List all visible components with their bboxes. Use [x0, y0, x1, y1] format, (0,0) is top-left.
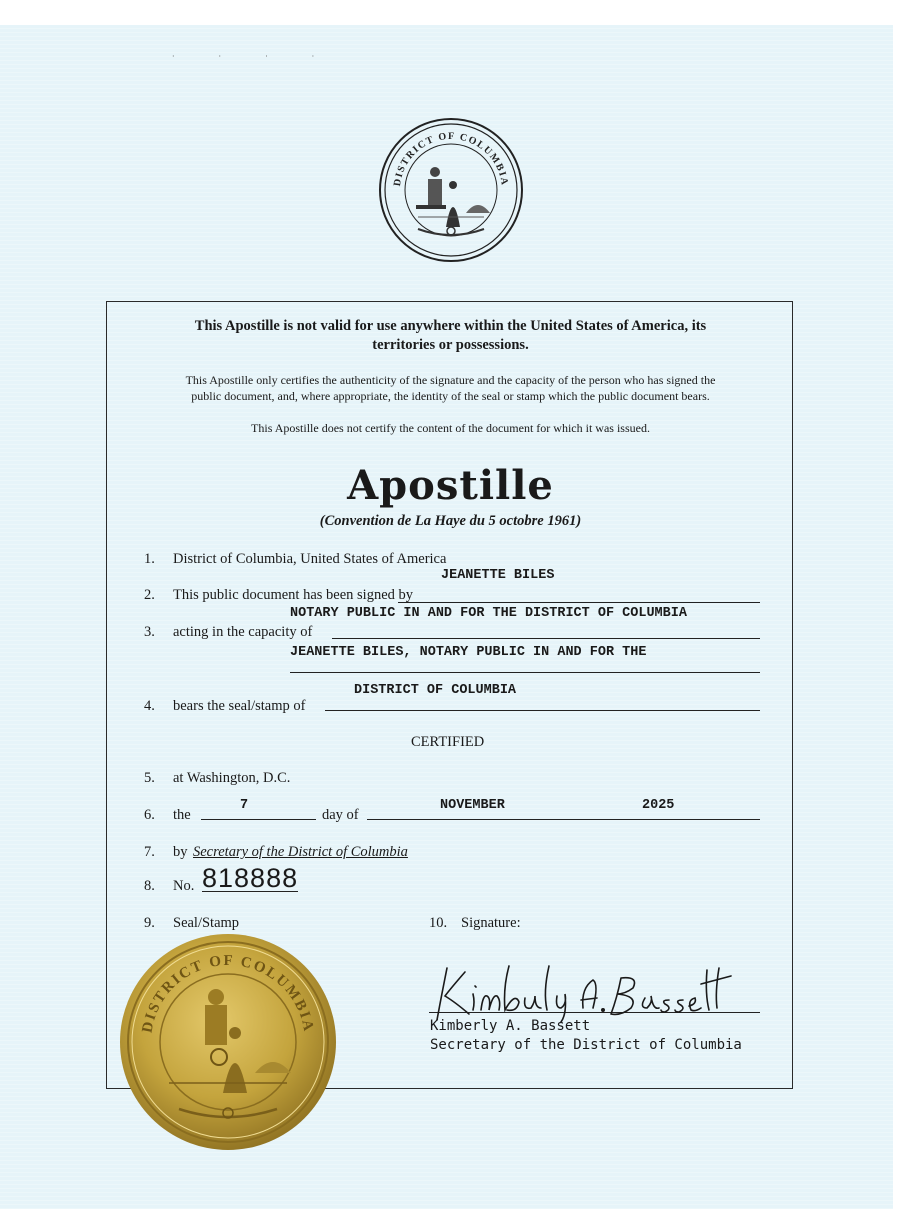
item-number-10: 10.	[429, 915, 448, 931]
notice-line-1: This Apostille is not valid for use anywhere within the United States of America, its	[194, 318, 707, 334]
handwritten-signature	[425, 958, 735, 1024]
day-line	[201, 819, 316, 820]
country-label: District of Columbia, United States of America	[173, 551, 447, 567]
month-value: NOVEMBER	[440, 798, 505, 813]
day-of-label: day of	[322, 807, 359, 823]
signed-by-label: This public document has been signed by	[173, 587, 414, 603]
seal-stamp-label: Seal/Stamp	[173, 915, 240, 931]
item-number-4: 4.	[144, 698, 155, 714]
the-label: the	[173, 807, 191, 823]
signatory-name: Kimberly A. Bassett	[430, 1018, 591, 1034]
capacity-value: NOTARY PUBLIC IN AND FOR THE DISTRICT OF COLUMBIA	[290, 606, 687, 621]
item-number-9: 9.	[144, 915, 155, 931]
gold-seal-icon	[119, 933, 337, 1151]
date-line	[367, 819, 760, 820]
convention-subtitle: (Convention de La Haye du 5 octobre 1961)	[319, 513, 582, 529]
scan-marks: ····	[172, 52, 359, 61]
location-label: at Washington, D.C.	[173, 770, 291, 786]
signed-by-line	[398, 602, 760, 603]
authority-value: Secretary of the District of Columbia	[193, 844, 408, 860]
signer-name-value: JEANETTE BILES	[441, 568, 555, 583]
year-value: 2025	[642, 798, 675, 813]
item-number-6: 6.	[144, 807, 155, 823]
signature-label: Signature:	[461, 915, 521, 931]
certified-heading: CERTIFIED	[411, 734, 485, 750]
apostille-number: 818888	[202, 863, 299, 893]
svg-text:DISTRICT OF COLUMBIA: DISTRICT OF COLUMBIA	[392, 130, 510, 187]
item-number-7: 7.	[144, 844, 155, 860]
signatory-title: Secretary of the District of Columbia	[430, 1037, 742, 1053]
certifies-line-1: This Apostille only certifies the authenticity of the signature and the capacity of the person who has signed the	[185, 373, 716, 387]
seal-of-line	[325, 710, 760, 711]
item-number-3: 3.	[144, 624, 155, 640]
number-label: No.	[173, 878, 195, 894]
content-note: This Apostille does not certify the content of the document for which it was issued.	[251, 421, 650, 435]
item-number-2: 2.	[144, 587, 155, 603]
by-label: by	[173, 844, 188, 860]
seal-of-value-line-1: JEANETTE BILES, NOTARY PUBLIC IN AND FOR THE	[290, 645, 647, 660]
notice-line-2: territories or possessions.	[372, 337, 529, 353]
day-value: 7	[240, 798, 249, 813]
svg-text:DISTRICT OF COLUMBIA: DISTRICT OF COLUMBIA	[139, 952, 317, 1035]
capacity-line	[332, 638, 760, 639]
item-number-5: 5.	[144, 770, 155, 786]
capacity-label: acting in the capacity of	[173, 624, 313, 640]
item-number-8: 8.	[144, 878, 155, 894]
seal-of-extra-line	[290, 672, 760, 673]
item-number-1: 1.	[144, 551, 155, 567]
seal-of-label: bears the seal/stamp of	[173, 698, 306, 714]
apostille-title: Apostille	[347, 462, 554, 509]
certifies-line-2: public document, and, where appropriate, the identity of the seal or stamp which the public document bears.	[191, 389, 710, 403]
seal-of-value-line-2: DISTRICT OF COLUMBIA	[354, 683, 517, 698]
district-seal-icon	[378, 117, 524, 263]
